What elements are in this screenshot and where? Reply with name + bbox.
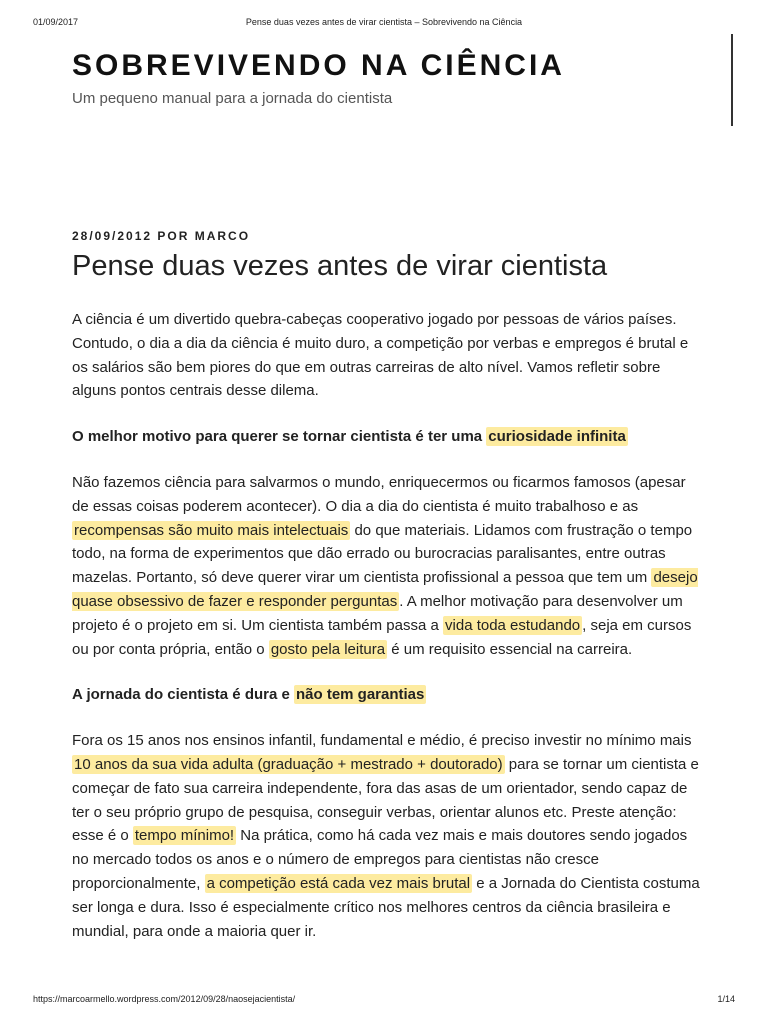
text: Fora os 15 anos nos ensinos infantil, fundamental e médio, é preciso investir no mínimo mais	[72, 732, 692, 750]
print-footer	[0, 994, 768, 1008]
post-title: Pense duas vezes antes de virar cientista	[72, 250, 608, 282]
highlight: 10 anos da sua vida adulta (graduação + mestrado + doutorado)	[74, 755, 503, 773]
subheading-journey	[72, 683, 702, 707]
text: . A melhor motivação para desenvolver um projeto é o projeto em si. Um cientista também passa a	[72, 592, 683, 634]
text: do que materiais. Lidamos com frustração o tempo todo, na forma de experimentos que dão errado ou burocracias paralisantes, entre outras mazelas. Portanto, só deve querer virar um cientista profissional a pessoa que tem um	[72, 521, 693, 587]
highlight: gosto pela leitura	[270, 640, 386, 658]
print-date: 01/09/2017	[33, 17, 79, 27]
text: Não fazemos ciência para salvarmos o mundo, enriquecermos ou ficarmos famosos (apesar de essas coisas poderem acontecer). O dia a dia do cientista é muito trabalhoso e as	[72, 473, 686, 515]
site-title[interactable]: SOBREVIVENDO NA CIÊNCIA	[72, 49, 565, 82]
post-content	[72, 308, 702, 965]
paragraph-journey	[72, 729, 702, 943]
paragraph-motivation	[72, 471, 702, 661]
print-page-title: Pense duas vezes antes de virar cientista – Sobrevivendo na Ciência	[245, 17, 523, 27]
text: , seja em cursos ou por conta própria, então o	[72, 616, 692, 658]
subheading-curiosity	[72, 425, 702, 449]
print-header	[0, 17, 768, 31]
site-description: Um pequeno manual para a jornada do cientista	[72, 90, 393, 107]
highlight: vida toda estudando	[445, 616, 581, 634]
menu-toggle-bar[interactable]	[731, 34, 733, 126]
subheading-text: A jornada do cientista é dura e	[72, 686, 294, 704]
highlight: a competição está cada vez mais brutal	[206, 874, 471, 892]
post-meta[interactable]: 28/09/2012 POR MARCO	[72, 229, 251, 243]
highlight: curiosidade infinita	[488, 428, 626, 446]
text: é um requisito essencial na carreira.	[387, 640, 633, 658]
highlight: não tem garantias	[296, 686, 425, 704]
highlight: recompensas são muito mais intelectuais	[74, 521, 349, 539]
text: Na prática, como há cada vez mais e mais doutores sendo jogados no mercado todos os anos e o número de empregos para cientistas não cresce proporcionalmente,	[72, 827, 688, 892]
subheading-text: O melhor motivo para querer se tornar cientista é ter uma	[72, 428, 487, 446]
print-page-number: 1/14	[717, 994, 735, 1004]
highlight: tempo mínimo!	[134, 827, 235, 845]
text: para se tornar um cientista e começar de fato sua carreira independente, fora das asas de um orientador, sendo capaz de ter o seu próprio grupo de pesquisa, conseguir verbas, orientar alunos etc. Preste atenção: esse é o	[72, 755, 699, 845]
paragraph-intro: A ciência é um divertido quebra-cabeças cooperativo jogado por pessoas de vários países. Contudo, o dia a dia da ciência é muito duro, a competição por verbas e empregos é brutal e os salários são bem piores do que em outras carreiras de alto nível. Vamos refletir sobre alguns pontos centrais desse dilema.	[72, 311, 689, 400]
text: e a Jornada do Cientista costuma ser longa e dura. Isso é especialmente crítico nos melhores centros da ciência brasileira e mundial, para onde a maioria quer ir.	[72, 874, 700, 940]
highlight: desejo quase obsessivo de fazer e responder perguntas	[72, 569, 698, 610]
print-url: https://marcoarmello.wordpress.com/2012/09/28/naosejacientista/	[33, 994, 296, 1004]
